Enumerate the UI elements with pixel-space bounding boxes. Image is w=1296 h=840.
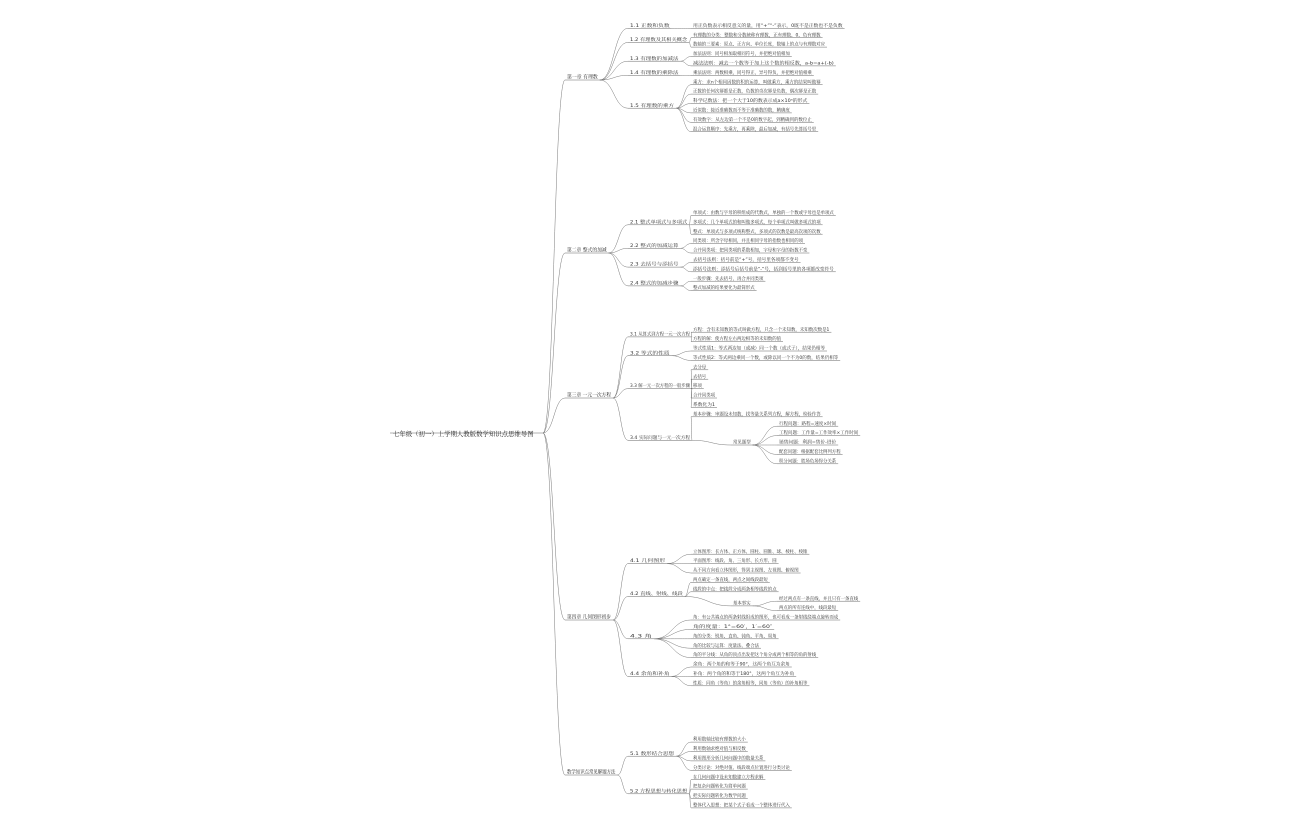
connector-line xyxy=(689,42,691,47)
leaf-node[interactable]: 一般步骤：先去括号，再合并同类项 xyxy=(693,276,765,282)
connector-line xyxy=(692,440,731,445)
connector-line xyxy=(680,244,691,249)
leaf-node[interactable]: 移项 xyxy=(693,384,702,390)
section-node[interactable]: 4.2 直线、射线、线段 xyxy=(630,592,675,598)
connector-line xyxy=(753,445,777,454)
leaf-node[interactable]: 把复杂问题转化为简单问题 xyxy=(693,784,747,790)
connector-line xyxy=(609,253,628,286)
leaf-node[interactable]: 数轴的三要素：原点、正方向、单位长度，数轴上的点与有理数对应 xyxy=(693,42,828,48)
connector-line xyxy=(600,61,628,80)
leaf-node[interactable]: 单项式：由数与字母的积组成的代数式，单独的一个数或字母也是单项式 xyxy=(693,211,837,216)
leaf-node[interactable]: 角的平分线：从角的顶点出发把这个角分成两个相等的角的射线 xyxy=(693,653,819,659)
leaf-node[interactable]: 平面图形：线段、角、三角形、长方形、圆 xyxy=(693,559,779,565)
leaf-node[interactable]: 角的比较与运算：度量法、叠合法 xyxy=(693,643,761,649)
connector-line xyxy=(543,253,565,433)
leaf-node[interactable]: 乘法法则：两数相乘，同号得正，异号得负，并把绝对值相乘 xyxy=(693,70,815,76)
connector-line xyxy=(753,445,777,464)
connector-line xyxy=(691,332,692,337)
leaf-node[interactable]: 分类讨论：对绝对值、线段端点位置进行分类讨论 xyxy=(693,765,792,771)
leaf-node[interactable]: 积分问题：胜场负场得分关系 xyxy=(779,459,838,465)
leaf-node[interactable]: 减法法则：减去一个数等于加上这个数的相反数，a-b=a+(-b) xyxy=(693,61,818,67)
connector-line xyxy=(672,667,691,676)
connector-line xyxy=(689,225,691,234)
chapter-node[interactable]: 第二章 整式的加减 xyxy=(567,247,611,254)
leaf-node[interactable]: 余角：两个角的和等于90°，这两个角互为余角 xyxy=(693,662,787,668)
section-node[interactable]: 4.3 角 xyxy=(630,634,644,640)
connector-line xyxy=(680,281,691,286)
leaf-node[interactable]: 角：有公共端点的两条射线组成的图形，也可看成一条射线绕端点旋转而成 xyxy=(693,615,842,621)
leaf-node[interactable]: 等式性质2：等式两边乘同一个数，或除以同一个不为0的数，结果仍相等 xyxy=(693,356,839,361)
leaf-node[interactable]: 在几何问题中设未知数建立方程求解 xyxy=(693,775,765,781)
leaf-node[interactable]: 多项式：几个单项式的和叫做多项式，每个单项式叫做多项式的项 xyxy=(693,220,824,226)
connector-line xyxy=(654,639,691,648)
leaf-node[interactable]: 有理数的分类：整数和分数统称有理数，正有理数、0、负有理数 xyxy=(693,33,822,39)
leaf-node[interactable]: 两点的所有连线中，线段最短 xyxy=(779,606,838,612)
connector-line xyxy=(600,42,628,80)
leaf-node[interactable]: 利用数轴比较有理数的大小 xyxy=(693,737,747,743)
leaf-node[interactable]: 用正负数表示相反意义的量，用“+”“-”表示，0既不是正数也不是负数 xyxy=(693,23,833,29)
leaf-node[interactable]: 去括号 xyxy=(693,374,707,380)
section-node[interactable]: 4.1 几何图形 xyxy=(630,559,657,565)
leaf-node[interactable]: 基本步骤：审题设未知数，找等量关系列方程，解方程，检验作答 xyxy=(693,412,824,418)
root-topic[interactable]: 七年级（初一）上学期人教版数学知识点思维导图 xyxy=(393,430,534,438)
section-node[interactable]: 2.3 去括号与添括号 xyxy=(630,262,671,268)
section-node[interactable]: 1.4 有理数的乘除法 xyxy=(630,70,671,76)
connector-line xyxy=(685,597,731,606)
connector-line xyxy=(613,597,628,621)
connector-line xyxy=(617,756,628,775)
connector-line xyxy=(680,248,691,253)
connector-line xyxy=(680,267,691,272)
connector-line xyxy=(613,564,628,620)
leaf-node[interactable]: 合并同类项 xyxy=(693,393,716,399)
connector-line xyxy=(680,57,691,62)
connector-line xyxy=(753,601,777,606)
connector-line xyxy=(672,356,691,361)
section-node[interactable]: 1.3 有理数的加减法 xyxy=(630,56,671,62)
leaf-node[interactable]: 乘方：求n个相同因数的积的运算，叫做乘方，乘方的结果叫做幂 xyxy=(693,80,822,86)
connector-line xyxy=(680,286,691,291)
section-node[interactable]: 4.4 余角和补角 xyxy=(630,672,662,677)
connector-line xyxy=(753,426,777,445)
connector-line xyxy=(609,225,628,253)
connector-line xyxy=(689,215,691,224)
connector-line xyxy=(691,417,692,441)
connector-line xyxy=(753,606,777,611)
leaf-node[interactable]: 两点确定一条直线，两点之间线段最短 xyxy=(693,578,770,583)
connector-line xyxy=(672,676,691,685)
connector-line xyxy=(543,433,565,620)
leaf-node[interactable]: 工程问题：工作量=工作效率×工作时间 xyxy=(779,431,859,437)
leaf-node[interactable]: 有效数字：从左边第一个不是0的数字起，到精确到的数位止 xyxy=(693,117,813,123)
leaf-node[interactable]: 同类项：所含字母相同，并且相同字母的指数也相同的项 xyxy=(693,239,806,245)
leaf-node[interactable]: 方程：含有未知数的等式叫做方程，只含一个未知数，未知数次数是1 xyxy=(693,327,831,333)
connector-line xyxy=(680,61,691,66)
connector-line xyxy=(676,85,691,109)
connector-line xyxy=(613,356,628,398)
connector-line xyxy=(543,80,565,433)
leaf-node[interactable]: 等式性质1：等式两边加（或减）同一个数（或式子），结果仍相等 xyxy=(693,346,825,352)
leaf-node[interactable]: 角的分类：锐角、直角、钝角、平角、周角 xyxy=(693,634,779,640)
connector-line xyxy=(753,436,777,445)
leaf-node[interactable]: 系数化为1 xyxy=(693,403,714,408)
leaf-node[interactable]: 把实际问题转化为数学问题 xyxy=(693,794,747,800)
leaf-node[interactable]: 从不同方向看立体图形，得到主视图、左视图、俯视图 xyxy=(693,568,801,574)
connector-line xyxy=(600,80,628,108)
connector-line xyxy=(689,38,691,43)
connector-line xyxy=(613,620,628,639)
section-node[interactable]: 3.1 从算式到方程一元一次方程 xyxy=(630,332,693,338)
chapter-node[interactable]: 第四章 几何图形初步 xyxy=(567,614,616,621)
connector-line xyxy=(654,639,691,658)
section-node[interactable]: 2.2 整式的加减运算 xyxy=(630,243,671,249)
connector-line xyxy=(609,248,628,253)
leaf-node[interactable]: 利用数轴求绝对值与相反数 xyxy=(693,747,747,753)
section-node[interactable]: 5.2 方程思想与转化思想 xyxy=(630,789,680,795)
leaf-node[interactable]: 整体代入思想：把某个式子看成一个整体进行代入 xyxy=(693,803,792,809)
leaf-node[interactable]: 科学记数法：把一个大于10的数表示成a×10ⁿ的形式 xyxy=(693,99,799,105)
connector-line xyxy=(672,351,691,356)
connector-lines xyxy=(390,28,860,808)
connector-line xyxy=(654,629,691,638)
chapter-node[interactable]: 数学知识点常见解题方法 xyxy=(567,769,625,776)
section-node[interactable]: 3.4 实际问题与一元一次方程 xyxy=(630,435,689,441)
chapter-node[interactable]: 第三章 一元一次方程 xyxy=(567,392,616,399)
leaf-node[interactable]: 整式：单项式与多项式统称整式，多项式的次数是最高次项的次数 xyxy=(693,229,824,235)
connector-line xyxy=(609,253,628,267)
leaf-node[interactable]: 近似数：接近准确数而不等于准确数的数，精确度 xyxy=(693,108,792,114)
leaf-node[interactable]: 利用图形分析几何问题中的数量关系 xyxy=(693,756,765,762)
section-node[interactable]: 1.5 有理数的乘方 xyxy=(630,103,666,109)
leaf-node[interactable]: 方程的解：使方程左右两边相等的未知数的值 xyxy=(693,337,783,343)
leaf-node[interactable]: 添括号法则：添括号后括号前是“-”号，括到括号里的各项都改变符号 xyxy=(693,267,830,273)
connector-line xyxy=(613,398,628,440)
leaf-node[interactable]: 补角：两个角的和等于180°，这两个角互为补角 xyxy=(693,672,790,677)
section-node[interactable]: 1.1 正数和负数 xyxy=(630,23,662,29)
section-node[interactable]: 1.2 有理数及其相关概念 xyxy=(630,38,680,43)
connector-line xyxy=(680,262,691,267)
section-node[interactable]: 5.1 数形结合思想 xyxy=(630,751,666,757)
connector-line xyxy=(667,554,691,563)
leaf-node[interactable]: 整式加减的结果要化为最简形式 xyxy=(693,286,756,292)
leaf-node[interactable]: 混合运算顺序：先乘方，再乘除，最后加减，有括号先算括号里 xyxy=(693,127,819,133)
chapter-node[interactable]: 第一章 有理数 xyxy=(567,74,600,81)
leaf-node[interactable]: 正数的任何次幂都是正数，负数的奇次幂是负数，偶次幂是正数 xyxy=(693,89,819,95)
leaf-node[interactable]: 行程问题：路程=速度×时间 xyxy=(779,421,837,427)
connector-line xyxy=(667,564,691,573)
leaf-node[interactable]: 去括号法则：括号前是“+”号，括号里各项都不变号 xyxy=(693,258,796,263)
section-node[interactable]: 2.4 整式的加减步骤 xyxy=(630,281,671,287)
section-node[interactable]: 3.2 等式的性质 xyxy=(630,351,662,357)
leaf-node[interactable]: 立体图形：长方体、正方体、圆柱、圆锥、球、棱柱、棱锥 xyxy=(693,549,810,555)
connector-line xyxy=(613,620,628,676)
leaf-node[interactable]: 性质：同角（等角）的余角相等，同角（等角）的补角相等 xyxy=(693,681,810,687)
connector-line xyxy=(543,433,565,775)
connector-line xyxy=(543,398,565,433)
leaf-node[interactable]: 角的度量：1°=60′，1′=60″ xyxy=(693,625,751,630)
node-labels xyxy=(393,22,859,809)
section-node[interactable]: 3.3 解一元一次方程的一般步骤 xyxy=(630,384,693,390)
connector-line xyxy=(617,775,628,794)
leaf-node[interactable]: 销售问题：利润=售价-进价 xyxy=(779,440,834,446)
connector-line xyxy=(691,337,692,342)
subsection-node[interactable]: 基本事实 xyxy=(733,601,751,607)
connector-line xyxy=(676,108,691,132)
leaf-node[interactable]: 合并同类项：把同类项的系数相加，字母和字母的指数不变 xyxy=(693,248,810,254)
connector-line xyxy=(600,28,628,80)
leaf-node[interactable]: 线段的中点：把线段分成两条相等线段的点 xyxy=(693,587,779,593)
leaf-node[interactable]: 加法法则：同号相加取相同符号，并把绝对值相加 xyxy=(693,52,792,58)
leaf-node[interactable]: 去分母 xyxy=(693,365,707,371)
leaf-node[interactable]: 配套问题：根据配套比例列方程 xyxy=(779,450,842,455)
leaf-node[interactable]: 经过两点有一条直线，并且只有一条直线 xyxy=(779,596,860,602)
subsection-node[interactable]: 常见题型 xyxy=(733,440,751,446)
section-node[interactable]: 2.1 整式单项式与多项式 xyxy=(630,220,680,226)
connector-line xyxy=(654,620,691,639)
